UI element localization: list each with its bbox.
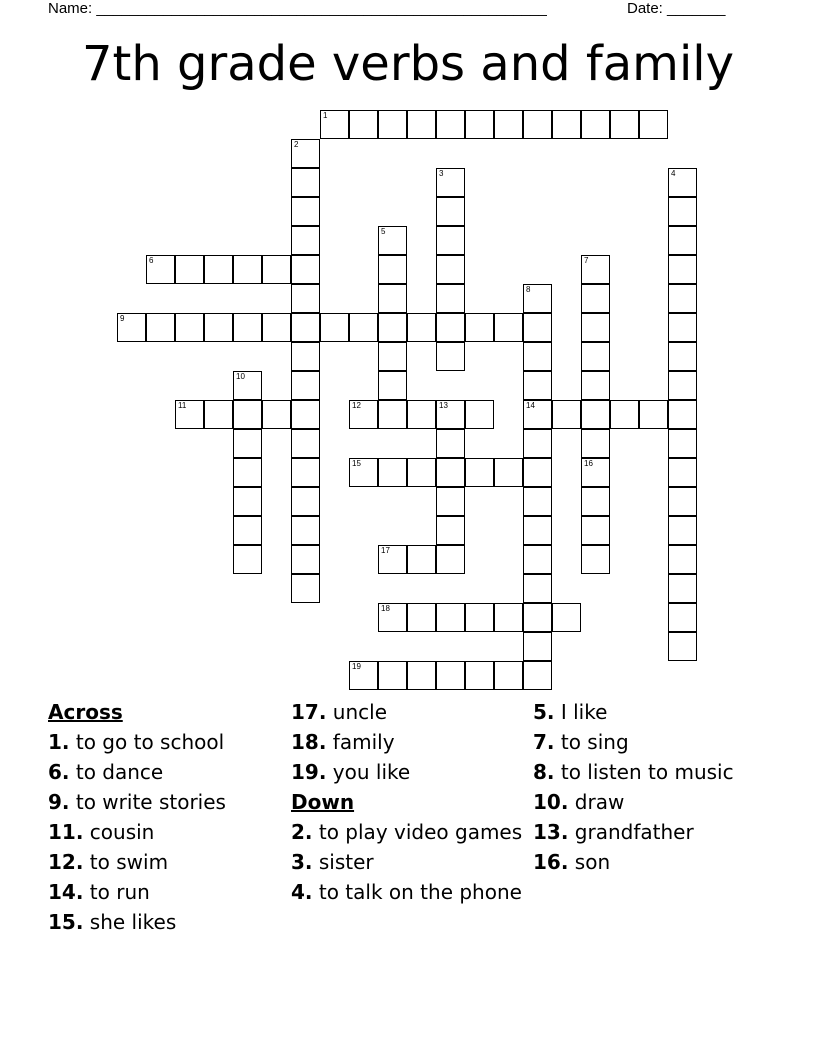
clues-column-1 — [48, 700, 283, 940]
grid-cell[interactable] — [668, 545, 697, 574]
grid-cell[interactable] — [233, 371, 262, 400]
grid-cell[interactable] — [291, 255, 320, 284]
clue-number: 13 — [439, 401, 448, 410]
clue-number-label: 15. — [48, 910, 84, 934]
grid-cell[interactable] — [465, 313, 494, 342]
across-clue — [48, 760, 283, 784]
grid-cell[interactable] — [465, 400, 494, 429]
grid-cell[interactable] — [523, 313, 552, 342]
grid-cell[interactable] — [146, 255, 175, 284]
down-heading: Down — [291, 790, 355, 814]
clue-text: she likes — [83, 910, 177, 934]
clue-text: sister — [312, 850, 374, 874]
grid-cell[interactable] — [494, 603, 523, 632]
clue-text: uncle — [326, 700, 388, 724]
grid-cell[interactable] — [436, 197, 465, 226]
clue-text: to run — [83, 880, 150, 904]
clue-number: 15 — [352, 459, 361, 468]
grid-cell[interactable] — [465, 458, 494, 487]
grid-cell[interactable] — [581, 255, 610, 284]
clue-number-label: 16. — [533, 850, 569, 874]
grid-cell[interactable] — [291, 516, 320, 545]
clue-text: to play video games — [312, 820, 523, 844]
clue-number: 16 — [584, 459, 593, 468]
grid-cell[interactable] — [233, 313, 262, 342]
across-clue — [48, 820, 283, 844]
grid-cell[interactable] — [320, 313, 349, 342]
grid-cell[interactable] — [436, 110, 465, 139]
grid-cell[interactable] — [175, 255, 204, 284]
grid-cell[interactable] — [581, 516, 610, 545]
grid-cell[interactable] — [436, 661, 465, 690]
down-clue — [533, 700, 768, 724]
name-field-label: Name: ______________________________________________________ — [48, 0, 547, 17]
grid-cell[interactable] — [378, 255, 407, 284]
grid-cell[interactable] — [668, 603, 697, 632]
grid-cell[interactable] — [407, 545, 436, 574]
grid-cell[interactable] — [436, 516, 465, 545]
down-clue — [533, 730, 768, 754]
grid-cell[interactable] — [494, 458, 523, 487]
grid-cell[interactable] — [581, 429, 610, 458]
grid-cell[interactable] — [523, 516, 552, 545]
grid-cell[interactable] — [523, 429, 552, 458]
grid-cell[interactable] — [581, 110, 610, 139]
grid-cell[interactable] — [668, 632, 697, 661]
across-clue — [291, 760, 526, 784]
grid-cell[interactable] — [494, 661, 523, 690]
clue-number-label: 5. — [533, 700, 555, 724]
clue-text: to listen to music — [554, 760, 734, 784]
grid-cell[interactable] — [436, 487, 465, 516]
down-clue — [533, 790, 768, 814]
clue-text: grandfather — [568, 820, 694, 844]
grid-cell[interactable] — [407, 110, 436, 139]
grid-cell[interactable] — [523, 342, 552, 371]
grid-cell[interactable] — [523, 487, 552, 516]
clue-number-label: 13. — [533, 820, 569, 844]
grid-cell[interactable] — [436, 168, 465, 197]
clue-number: 17 — [381, 546, 390, 555]
clue-number: 9 — [120, 314, 125, 323]
grid-cell[interactable] — [233, 400, 262, 429]
clue-number-label: 4. — [291, 880, 313, 904]
grid-cell[interactable] — [349, 458, 378, 487]
clue-text: to go to school — [69, 730, 225, 754]
grid-cell[interactable] — [668, 342, 697, 371]
grid-cell[interactable] — [233, 458, 262, 487]
grid-cell[interactable] — [581, 400, 610, 429]
grid-cell[interactable] — [581, 545, 610, 574]
grid-cell[interactable] — [494, 313, 523, 342]
across-heading: Across — [48, 700, 123, 724]
grid-cell[interactable] — [349, 661, 378, 690]
clue-number-label: 12. — [48, 850, 84, 874]
clue-number: 14 — [526, 401, 535, 410]
clue-number-label: 6. — [48, 760, 70, 784]
clue-text: draw — [568, 790, 625, 814]
clue-number: 18 — [381, 604, 390, 613]
clue-text: to dance — [69, 760, 164, 784]
clue-number: 1 — [323, 111, 328, 120]
grid-cell[interactable] — [378, 342, 407, 371]
clue-number: 3 — [439, 169, 444, 178]
clue-text: to write stories — [69, 790, 226, 814]
clue-number-label: 11. — [48, 820, 84, 844]
grid-cell[interactable] — [407, 603, 436, 632]
grid-cell[interactable] — [407, 661, 436, 690]
grid-cell[interactable] — [668, 400, 697, 429]
grid-cell[interactable] — [378, 284, 407, 313]
page-title: 7th grade verbs and family — [81, 36, 735, 92]
grid-cell[interactable] — [523, 632, 552, 661]
clue-number-label: 1. — [48, 730, 70, 754]
grid-cell[interactable] — [436, 226, 465, 255]
clue-number: 2 — [294, 140, 299, 149]
across-clue — [48, 880, 283, 904]
grid-cell[interactable] — [204, 313, 233, 342]
grid-cell[interactable] — [262, 400, 291, 429]
across-clue — [48, 910, 283, 934]
grid-cell[interactable] — [668, 284, 697, 313]
down-clues-part-1 — [291, 820, 526, 904]
grid-cell[interactable] — [639, 110, 668, 139]
grid-cell[interactable] — [262, 255, 291, 284]
grid-cell[interactable] — [639, 400, 668, 429]
grid-cell[interactable] — [581, 313, 610, 342]
down-clue — [291, 820, 526, 844]
grid-cell[interactable] — [233, 255, 262, 284]
grid-cell[interactable] — [668, 516, 697, 545]
grid-cell[interactable] — [668, 574, 697, 603]
clue-number-label: 3. — [291, 850, 313, 874]
clue-number-label: 14. — [48, 880, 84, 904]
grid-cell[interactable] — [378, 400, 407, 429]
grid-cell[interactable] — [291, 313, 320, 342]
grid-cell[interactable] — [523, 603, 552, 632]
clue-number: 8 — [526, 285, 531, 294]
grid-cell[interactable] — [436, 342, 465, 371]
clue-number: 7 — [584, 256, 589, 265]
grid-cell[interactable] — [581, 458, 610, 487]
grid-cell[interactable] — [523, 400, 552, 429]
grid-cell[interactable] — [552, 603, 581, 632]
down-clue — [533, 820, 768, 844]
grid-cell[interactable] — [436, 545, 465, 574]
clue-number: 12 — [352, 401, 361, 410]
down-clues-part-2 — [533, 700, 768, 874]
clue-number: 19 — [352, 662, 361, 671]
clue-number-label: 8. — [533, 760, 555, 784]
grid-cell[interactable] — [523, 661, 552, 690]
clue-number: 4 — [671, 169, 676, 178]
grid-cell[interactable] — [523, 110, 552, 139]
grid-cell[interactable] — [378, 545, 407, 574]
grid-cell[interactable] — [291, 342, 320, 371]
grid-cell[interactable] — [117, 313, 146, 342]
clue-text: to sing — [554, 730, 629, 754]
grid-cell[interactable] — [291, 168, 320, 197]
grid-cell[interactable] — [378, 313, 407, 342]
grid-cell[interactable] — [233, 429, 262, 458]
grid-cell[interactable] — [349, 110, 378, 139]
grid-cell[interactable] — [407, 400, 436, 429]
clue-text: you like — [326, 760, 411, 784]
grid-cell[interactable] — [349, 313, 378, 342]
grid-cell[interactable] — [291, 139, 320, 168]
grid-cell[interactable] — [668, 226, 697, 255]
grid-cell[interactable] — [233, 545, 262, 574]
grid-cell[interactable] — [320, 110, 349, 139]
clue-number: 6 — [149, 256, 154, 265]
grid-cell[interactable] — [610, 110, 639, 139]
across-clues-part-1 — [48, 730, 283, 934]
across-clues-part-2 — [291, 700, 526, 784]
across-clue — [48, 850, 283, 874]
clue-number-label: 9. — [48, 790, 70, 814]
grid-cell[interactable] — [378, 371, 407, 400]
grid-cell[interactable] — [291, 458, 320, 487]
grid-cell[interactable] — [378, 458, 407, 487]
clue-number-label: 18. — [291, 730, 327, 754]
grid-cell[interactable] — [494, 110, 523, 139]
grid-cell[interactable] — [378, 226, 407, 255]
grid-cell[interactable] — [465, 110, 494, 139]
grid-cell[interactable] — [291, 284, 320, 313]
clue-number-label: 10. — [533, 790, 569, 814]
grid-cell[interactable] — [610, 400, 639, 429]
grid-cell[interactable] — [378, 110, 407, 139]
grid-cell[interactable] — [262, 313, 291, 342]
grid-cell[interactable] — [668, 313, 697, 342]
grid-cell[interactable] — [552, 400, 581, 429]
clue-number-label: 2. — [291, 820, 313, 844]
grid-cell[interactable] — [581, 284, 610, 313]
clue-text: to swim — [83, 850, 169, 874]
grid-cell[interactable] — [233, 516, 262, 545]
grid-cell[interactable] — [581, 487, 610, 516]
grid-cell[interactable] — [291, 545, 320, 574]
grid-cell[interactable] — [291, 197, 320, 226]
grid-cell[interactable] — [291, 574, 320, 603]
grid-cell[interactable] — [552, 110, 581, 139]
grid-cell[interactable] — [436, 255, 465, 284]
grid-cell[interactable] — [175, 400, 204, 429]
grid-cell[interactable] — [523, 574, 552, 603]
grid-cell[interactable] — [436, 603, 465, 632]
grid-cell[interactable] — [291, 400, 320, 429]
clue-text: cousin — [83, 820, 155, 844]
grid-cell[interactable] — [668, 255, 697, 284]
grid-cell[interactable] — [407, 313, 436, 342]
down-clue — [291, 850, 526, 874]
grid-cell[interactable] — [668, 487, 697, 516]
down-clue — [291, 880, 526, 904]
down-clue — [533, 850, 768, 874]
grid-cell[interactable] — [204, 255, 233, 284]
clue-number-label: 7. — [533, 730, 555, 754]
grid-cell[interactable] — [233, 487, 262, 516]
date-field-label: Date: _______ — [627, 0, 726, 17]
grid-cell[interactable] — [291, 371, 320, 400]
grid-cell[interactable] — [465, 603, 494, 632]
grid-cell[interactable] — [436, 284, 465, 313]
grid-cell[interactable] — [523, 458, 552, 487]
grid-cell[interactable] — [668, 429, 697, 458]
grid-cell[interactable] — [349, 400, 378, 429]
grid-cell[interactable] — [668, 168, 697, 197]
grid-cell[interactable] — [291, 226, 320, 255]
grid-cell[interactable] — [523, 371, 552, 400]
clue-number: 11 — [178, 401, 187, 410]
clues-column-3 — [533, 700, 768, 880]
across-clue — [48, 730, 283, 754]
grid-cell[interactable] — [523, 284, 552, 313]
grid-cell[interactable] — [291, 429, 320, 458]
clue-text: to talk on the phone — [312, 880, 522, 904]
clue-number-label: 17. — [291, 700, 327, 724]
clue-text: I like — [554, 700, 608, 724]
grid-cell[interactable] — [436, 458, 465, 487]
grid-cell[interactable] — [146, 313, 175, 342]
down-clue — [533, 760, 768, 784]
across-clue — [48, 790, 283, 814]
grid-cell[interactable] — [436, 313, 465, 342]
clue-number: 5 — [381, 227, 386, 236]
grid-cell[interactable] — [668, 458, 697, 487]
grid-cell[interactable] — [581, 371, 610, 400]
grid-cell[interactable] — [668, 197, 697, 226]
clue-text: son — [568, 850, 611, 874]
grid-cell[interactable] — [436, 429, 465, 458]
grid-cell[interactable] — [291, 487, 320, 516]
across-clue — [291, 700, 526, 724]
clue-number-label: 19. — [291, 760, 327, 784]
grid-cell[interactable] — [378, 603, 407, 632]
grid-cell[interactable] — [204, 400, 233, 429]
grid-cell[interactable] — [668, 371, 697, 400]
grid-cell[interactable] — [175, 313, 204, 342]
grid-cell[interactable] — [407, 458, 436, 487]
grid-cell[interactable] — [436, 400, 465, 429]
clue-number: 10 — [236, 372, 245, 381]
clues-column-2 — [291, 700, 526, 910]
clue-text: family — [326, 730, 395, 754]
grid-cell[interactable] — [378, 661, 407, 690]
across-clue — [291, 730, 526, 754]
grid-cell[interactable] — [465, 661, 494, 690]
grid-cell[interactable] — [581, 342, 610, 371]
grid-cell[interactable] — [523, 545, 552, 574]
